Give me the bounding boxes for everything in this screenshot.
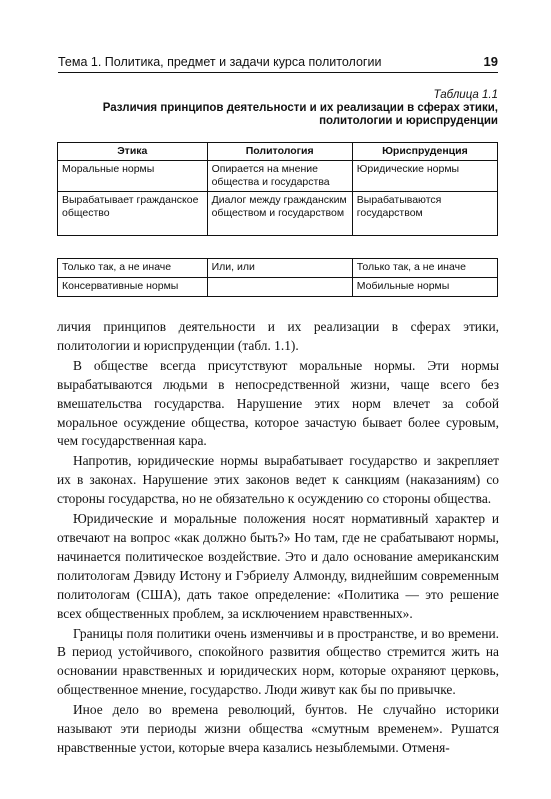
comparison-table-continued — [57, 258, 498, 297]
table-row — [58, 278, 498, 297]
table-cell: Вырабатываются государством — [352, 192, 497, 236]
paragraph: В обществе всегда присутствуют моральные нормы. Эти нормы вырабатываются людьми в непосредственной жизни, чаще всего без вмешательства государства. Нарушение этих норм влечет за собой моральное осуждение общества, которое зачастую бывает более суровым, чем государственная кара. — [57, 357, 499, 449]
table-row — [58, 161, 498, 192]
table-number: Таблица 1.1 — [433, 89, 498, 101]
comparison-table — [57, 142, 498, 236]
running-header — [58, 54, 498, 73]
paragraph: Иное дело во времена революций, бунтов. Не случайно историки называют эти периоды жизни общества «смутным временем». Рушатся нравственные устои, которые вчера казались незыблемыми. Отменя- — [57, 702, 499, 755]
table-cell: Моральные нормы — [58, 161, 208, 192]
table-row — [58, 259, 498, 278]
column-header-ethics: Этика — [58, 143, 208, 161]
paragraph: Юридические и моральные положения носят нормативный характер и отвечают на вопрос «как должно быть?» Но там, где не срабатывают нормы, начинается политическое воздействие. Это и дало основание американским политологам Дэвиду Истону и Гэбриелу Алмонду, виднейшим современным политологам (США), дать такое определение: «Политика — это решение всех общественных проблем, за исключением нравственных». — [57, 511, 499, 621]
paragraph: личия принципов деятельности и их реализации в сферах этики, политологии и юриспруденции (табл. 1.1). — [57, 319, 499, 353]
column-header-politology: Политология — [207, 143, 352, 161]
table-cell: Вырабатывает гражданское общество — [58, 192, 208, 236]
table-cell: Юридические нормы — [352, 161, 497, 192]
table-header-row — [58, 143, 498, 161]
page-number: 19 — [483, 54, 498, 69]
table-cell: Или, или — [207, 259, 352, 278]
table-caption — [58, 89, 498, 128]
table-cell: Только так, а не иначе — [58, 259, 208, 278]
table-cell: Консервативные нормы — [58, 278, 208, 297]
column-header-jurisprudence: Юриспруденция — [352, 143, 497, 161]
table-cell: Мобильные нормы — [352, 278, 497, 297]
table-cell: Только так, а не иначе — [352, 259, 497, 278]
body-text — [57, 318, 499, 758]
table-cell: Опирается на мнение общества и государства — [207, 161, 352, 192]
table-title-line-1: Различия принципов деятельности и их реализации в сферах этики, — [102, 102, 498, 114]
running-title: Тема 1. Политика, предмет и задачи курса политологии — [58, 55, 382, 69]
paragraph: Границы поля политики очень изменчивы и в пространстве, и во времени. В период устойчивого, спокойного развития общество стремится жить на основании нравственных и юридических норм, которые охраняют церковь, общественное мнение, государство. Люди живут как бы по привычке. — [57, 625, 499, 698]
table-row — [58, 192, 498, 236]
paragraph: Напротив, юридические нормы вырабатывает государство и закрепляет их в законах. Нарушение этих законов ведет к санкциям (наказаниям) со стороны государства, но не обязательно к осуждению со стороны общества. — [57, 453, 499, 507]
table-title-line-2: политологии и юриспруденции — [319, 115, 498, 127]
table-cell: Диалог между гражданским обществом и государством — [207, 192, 352, 236]
table-cell — [207, 278, 352, 297]
